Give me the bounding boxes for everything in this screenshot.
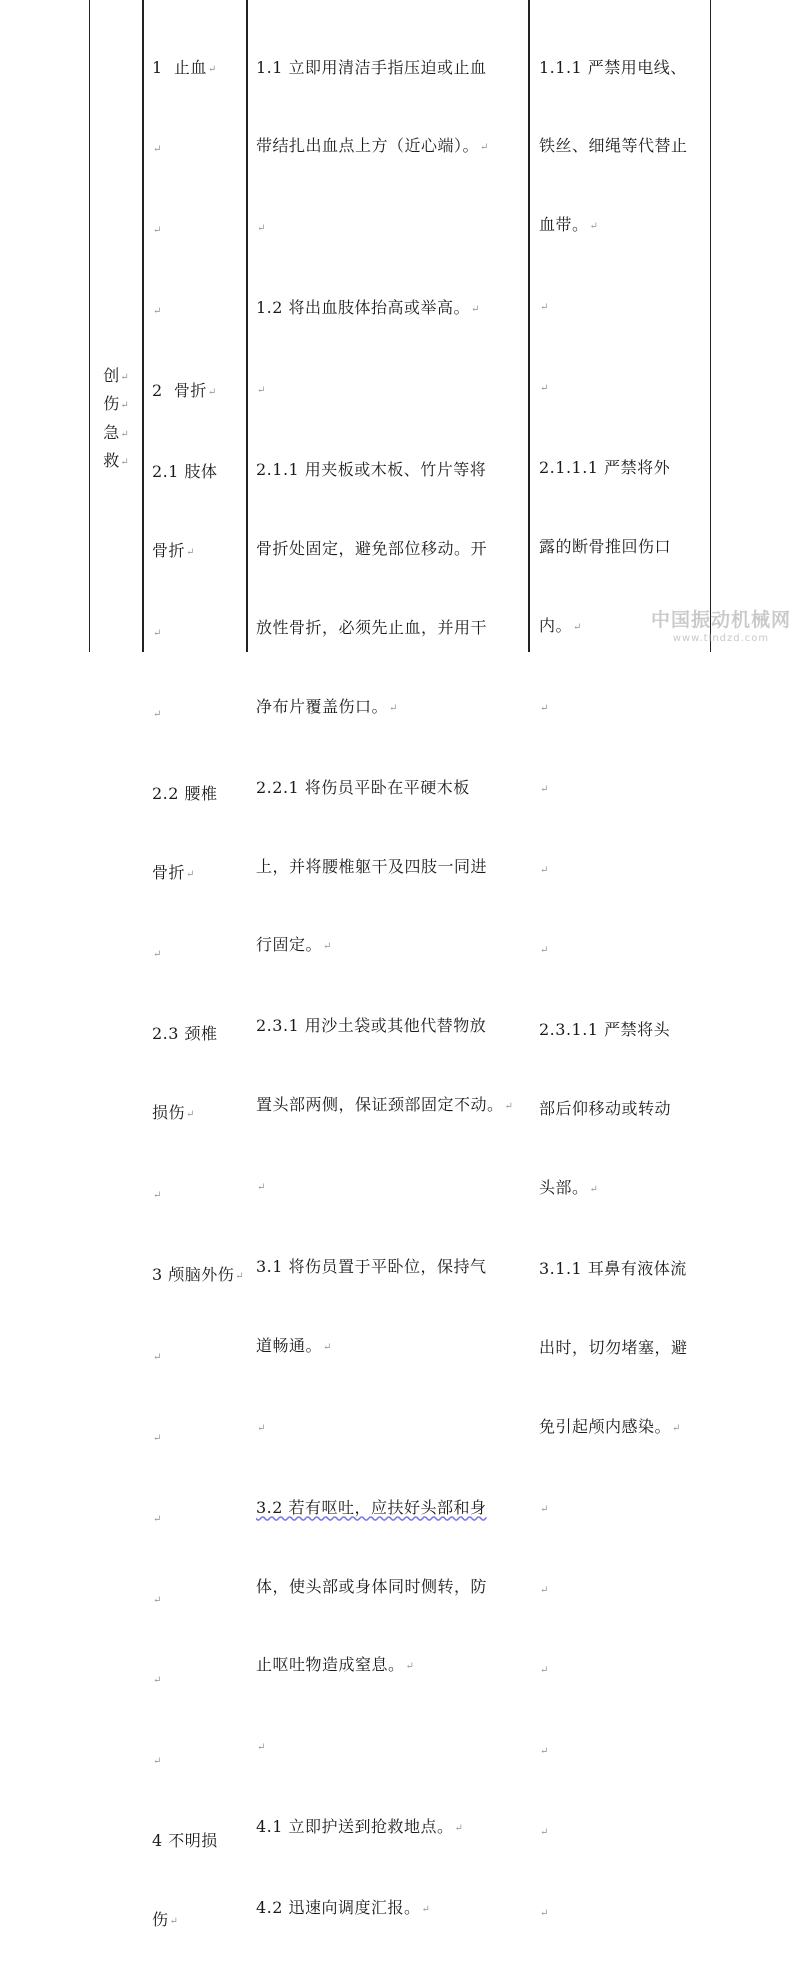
text-line: ↵ (153, 949, 162, 961)
text-line: 道畅通。↵ (256, 1335, 332, 1355)
text-line: ↵ (540, 945, 549, 957)
text-line: 伤↵ (152, 1910, 179, 1930)
col3-cell (539, 2, 688, 1954)
text-line: 2.3.1 用沙土袋或其他代替物放 (256, 1016, 487, 1036)
text-line: ↵ (153, 225, 162, 237)
text-line: ↵ (153, 1190, 162, 1202)
table-border-col2 (246, 0, 248, 652)
text-line: 2.1.1.1 严禁将外 (539, 458, 671, 478)
text-line: 1.2 将出血肢体抬高或举高。↵ (256, 298, 480, 318)
text-line: 4.2 迅速向调度汇报。↵ (256, 1898, 431, 1918)
text-line: 2.1 肢体 (152, 462, 218, 482)
text-line: 骨折↵ (152, 862, 195, 882)
text-line: 3.1 将伤员置于平卧位，保持气 (256, 1256, 487, 1276)
text-line: ↵ (153, 144, 162, 156)
text-line: ↵ (540, 1665, 549, 1677)
text-line: ↵ (540, 864, 549, 876)
text-line: ↵ (257, 385, 266, 397)
text-line: 损伤↵ (152, 1103, 195, 1123)
text-line: ↵ (540, 783, 549, 795)
col1-cell (152, 2, 244, 1962)
text-line: 出时，切勿堵塞，避 (539, 1337, 688, 1357)
text-line: 放性骨折，必须先止血，并用干 (256, 617, 488, 637)
text-line: ↵ (153, 1675, 162, 1687)
col2-cell (256, 2, 513, 1950)
text-line: 2.3.1.1 严禁将头 (539, 1020, 671, 1040)
category-cell (102, 363, 130, 476)
text-line (256, 1495, 513, 1521)
text-line: 置头部两侧，保证颈部固定不动。↵ (256, 1095, 514, 1115)
text-line: 2.1.1 用夹板或木板、竹片等将 (256, 460, 487, 480)
table-border-right (710, 0, 711, 652)
text-line: 体，使头部或身体同时侧转，防 (256, 1576, 488, 1596)
text-line: ↵ (540, 1746, 549, 1758)
table-border-col3 (528, 0, 530, 652)
text-line: ↵ (153, 708, 162, 720)
watermark-logo: 中国振动机械网 (650, 609, 791, 631)
text-line: ↵ (540, 702, 549, 714)
text-line: ↵ (540, 1503, 549, 1515)
table-border-left (89, 0, 90, 652)
text-line: ↵ (540, 1584, 549, 1596)
category-char: 急↵ (103, 422, 129, 442)
watermark (651, 605, 791, 644)
text-line: 2.2.1 将伤员平卧在平硬木板 (256, 777, 470, 797)
text-line: 内。↵ (539, 615, 582, 635)
table-border-col1 (142, 0, 144, 652)
category-char: 救↵ (103, 450, 129, 470)
text-line: 免引起颅内感染。↵ (539, 1416, 681, 1436)
text-line: ↵ (257, 1422, 266, 1434)
text-line: ↵ (153, 306, 162, 318)
text-line: ↵ (153, 1432, 162, 1444)
text-line: 止呕吐物造成窒息。↵ (256, 1655, 415, 1675)
text-line: ↵ (540, 1908, 549, 1920)
text-line: 露的断骨推回伤口 (539, 536, 672, 556)
text-line: ↵ (153, 1513, 162, 1525)
text-line: 行固定。↵ (256, 935, 332, 955)
text-line: 骨折↵ (152, 540, 195, 560)
text-line: ↵ (153, 1351, 162, 1363)
text-line: 2.3 颈椎 (152, 1024, 218, 1044)
text-line: 带结扎出血点上方（近心端）。↵ (256, 136, 489, 156)
text-line: 净布片覆盖伤口。↵ (256, 696, 398, 716)
text-line: 1 止血↵ (152, 57, 217, 77)
text-line: 铁丝、细绳等代替止 (539, 136, 688, 156)
text-line: 1.1 立即用清洁手指压迫或止血 (256, 57, 487, 77)
text-line: ↵ (257, 223, 266, 235)
text-line: 2 骨折↵ (152, 381, 217, 401)
text-line: 4 不明损 (152, 1831, 218, 1851)
text-line: ↵ (153, 627, 162, 639)
text-line: 头部。↵ (539, 1178, 599, 1198)
text-line: ↵ (153, 1756, 162, 1768)
text-line: ↵ (257, 1182, 266, 1194)
text-line: ↵ (540, 383, 549, 395)
text-line: ↵ (257, 1742, 266, 1754)
text-line: 上，并将腰椎躯干及四肢一同进 (256, 856, 488, 876)
watermark-url: www.tlndzd.com (672, 633, 770, 644)
text-line: 2.2 腰椎 (152, 783, 218, 803)
text-line-wavy: 3.2 若有呕吐，应扶好头部和身 (256, 1497, 487, 1517)
text-line: 血带。↵ (539, 215, 599, 235)
text-line: 3 颅脑外伤↵ (152, 1264, 245, 1284)
category-char: 伤↵ (103, 394, 129, 414)
text-line: 4.1 立即护送到抢救地点。↵ (256, 1817, 464, 1837)
text-line: 1.1.1 严禁用电线、 (539, 57, 687, 77)
category-char: 创↵ (103, 366, 129, 385)
text-line: 骨折处固定，避免部位移动。开 (256, 538, 488, 558)
text-line: ↵ (153, 1594, 162, 1606)
text-line: 3.1.1 耳鼻有液体流 (539, 1258, 687, 1278)
text-line: ↵ (540, 1827, 549, 1839)
text-line: ↵ (540, 302, 549, 314)
text-line: 部后仰移动或转动 (539, 1099, 672, 1119)
